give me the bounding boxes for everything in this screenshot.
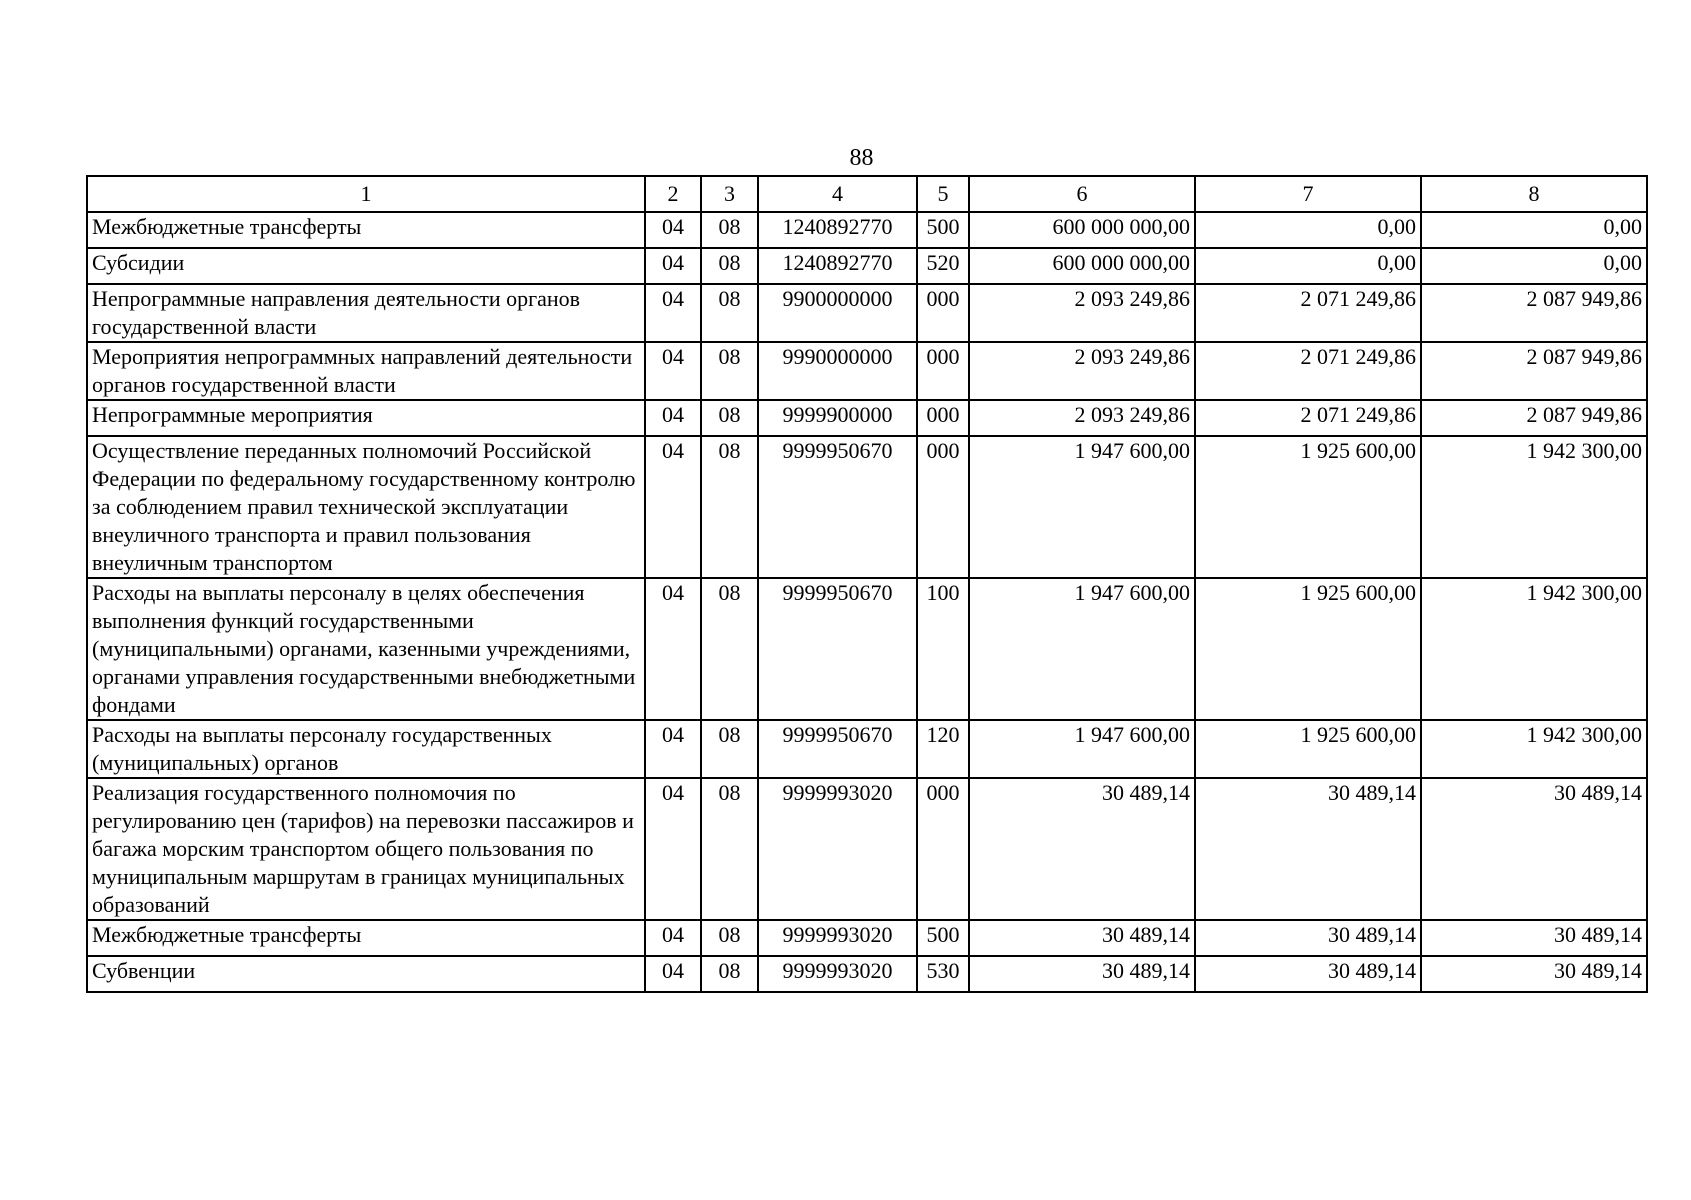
subsection-code: 08 <box>701 248 758 284</box>
subsection-code: 08 <box>701 578 758 720</box>
expense-type-code: 000 <box>917 436 969 578</box>
amount-col7: 1 925 600,00 <box>1195 436 1421 578</box>
row-name: Межбюджетные трансферты <box>87 212 645 248</box>
amount-col6: 1 947 600,00 <box>969 720 1195 778</box>
row-name: Осуществление переданных полномочий Российской Федерации по федеральному государственному контролю за соблюдением правил технической эксплуатации внеуличного транспорта и правил пользования внеуличным транспортом <box>87 436 645 578</box>
expense-type-code: 000 <box>917 342 969 400</box>
row-name: Субсидии <box>87 248 645 284</box>
target-article-code: 1240892770 <box>758 248 917 284</box>
amount-col7: 2 071 249,86 <box>1195 284 1421 342</box>
amount-col6: 2 093 249,86 <box>969 284 1195 342</box>
amount-col6: 30 489,14 <box>969 956 1195 992</box>
amount-col7: 30 489,14 <box>1195 778 1421 920</box>
amount-col7: 30 489,14 <box>1195 956 1421 992</box>
table-row <box>87 920 1647 956</box>
amount-col6: 2 093 249,86 <box>969 400 1195 436</box>
table-row <box>87 778 1647 920</box>
section-code: 04 <box>645 956 701 992</box>
amount-col7: 1 925 600,00 <box>1195 578 1421 720</box>
amount-col7: 0,00 <box>1195 248 1421 284</box>
expense-type-code: 000 <box>917 778 969 920</box>
section-code: 04 <box>645 212 701 248</box>
header-cell: 8 <box>1421 176 1647 212</box>
section-code: 04 <box>645 778 701 920</box>
subsection-code: 08 <box>701 284 758 342</box>
subsection-code: 08 <box>701 956 758 992</box>
page-number: 88 <box>849 145 874 171</box>
amount-col8: 1 942 300,00 <box>1421 578 1647 720</box>
target-article-code: 9900000000 <box>758 284 917 342</box>
table-row <box>87 212 1647 248</box>
row-name: Расходы на выплаты персоналу государственных (муниципальных) органов <box>87 720 645 778</box>
section-code: 04 <box>645 284 701 342</box>
amount-col6: 1 947 600,00 <box>969 436 1195 578</box>
amount-col7: 2 071 249,86 <box>1195 342 1421 400</box>
target-article-code: 1240892770 <box>758 212 917 248</box>
expense-type-code: 530 <box>917 956 969 992</box>
amount-col7: 1 925 600,00 <box>1195 720 1421 778</box>
expense-type-code: 100 <box>917 578 969 720</box>
section-code: 04 <box>645 720 701 778</box>
target-article-code: 9999950670 <box>758 578 917 720</box>
target-article-code: 9999950670 <box>758 720 917 778</box>
amount-col6: 600 000 000,00 <box>969 248 1195 284</box>
header-row <box>87 176 1647 212</box>
table-row <box>87 956 1647 992</box>
amount-col8: 2 087 949,86 <box>1421 284 1647 342</box>
amount-col8: 1 942 300,00 <box>1421 436 1647 578</box>
amount-col6: 1 947 600,00 <box>969 578 1195 720</box>
table-row <box>87 436 1647 578</box>
amount-col8: 2 087 949,86 <box>1421 400 1647 436</box>
amount-col6: 600 000 000,00 <box>969 212 1195 248</box>
header-cell: 3 <box>701 176 758 212</box>
subsection-code: 08 <box>701 778 758 920</box>
target-article-code: 9999993020 <box>758 920 917 956</box>
header-cell: 7 <box>1195 176 1421 212</box>
target-article-code: 9999950670 <box>758 436 917 578</box>
subsection-code: 08 <box>701 400 758 436</box>
subsection-code: 08 <box>701 436 758 578</box>
section-code: 04 <box>645 248 701 284</box>
amount-col8: 2 087 949,86 <box>1421 342 1647 400</box>
subsection-code: 08 <box>701 212 758 248</box>
header-cell: 6 <box>969 176 1195 212</box>
table-row <box>87 284 1647 342</box>
target-article-code: 9999993020 <box>758 778 917 920</box>
amount-col8: 0,00 <box>1421 248 1647 284</box>
header-cell: 1 <box>87 176 645 212</box>
amount-col7: 30 489,14 <box>1195 920 1421 956</box>
amount-col7: 0,00 <box>1195 212 1421 248</box>
table-row <box>87 720 1647 778</box>
amount-col6: 30 489,14 <box>969 778 1195 920</box>
amount-col8: 30 489,14 <box>1421 956 1647 992</box>
section-code: 04 <box>645 400 701 436</box>
expense-type-code: 520 <box>917 248 969 284</box>
row-name: Непрограммные направления деятельности органов государственной власти <box>87 284 645 342</box>
row-name: Непрограммные мероприятия <box>87 400 645 436</box>
header-cell: 4 <box>758 176 917 212</box>
row-name: Субвенции <box>87 956 645 992</box>
expense-type-code: 500 <box>917 920 969 956</box>
table-row <box>87 578 1647 720</box>
table-row <box>87 400 1647 436</box>
row-name: Реализация государственного полномочия по регулированию цен (тарифов) на перевозки пассажиров и багажа морским транспортом общего пользования по муниципальным маршрутам в границах муниципальных образований <box>87 778 645 920</box>
subsection-code: 08 <box>701 720 758 778</box>
amount-col7: 2 071 249,86 <box>1195 400 1421 436</box>
amount-col8: 30 489,14 <box>1421 778 1647 920</box>
subsection-code: 08 <box>701 342 758 400</box>
table-row <box>87 248 1647 284</box>
amount-col8: 0,00 <box>1421 212 1647 248</box>
amount-col8: 30 489,14 <box>1421 920 1647 956</box>
expense-type-code: 120 <box>917 720 969 778</box>
section-code: 04 <box>645 436 701 578</box>
budget-table <box>86 175 1648 993</box>
row-name: Межбюджетные трансферты <box>87 920 645 956</box>
row-name: Расходы на выплаты персоналу в целях обеспечения выполнения функций государственными (муниципальными) органами, казенными учреждениями, органами управления государственными внебюджетными фондами <box>87 578 645 720</box>
expense-type-code: 000 <box>917 400 969 436</box>
header-cell: 5 <box>917 176 969 212</box>
subsection-code: 08 <box>701 920 758 956</box>
target-article-code: 9990000000 <box>758 342 917 400</box>
target-article-code: 9999993020 <box>758 956 917 992</box>
expense-type-code: 000 <box>917 284 969 342</box>
header-cell: 2 <box>645 176 701 212</box>
expense-type-code: 500 <box>917 212 969 248</box>
amount-col6: 2 093 249,86 <box>969 342 1195 400</box>
section-code: 04 <box>645 578 701 720</box>
amount-col8: 1 942 300,00 <box>1421 720 1647 778</box>
amount-col6: 30 489,14 <box>969 920 1195 956</box>
section-code: 04 <box>645 342 701 400</box>
target-article-code: 9999900000 <box>758 400 917 436</box>
section-code: 04 <box>645 920 701 956</box>
row-name: Мероприятия непрограммных направлений деятельности органов государственной власти <box>87 342 645 400</box>
table-row <box>87 342 1647 400</box>
